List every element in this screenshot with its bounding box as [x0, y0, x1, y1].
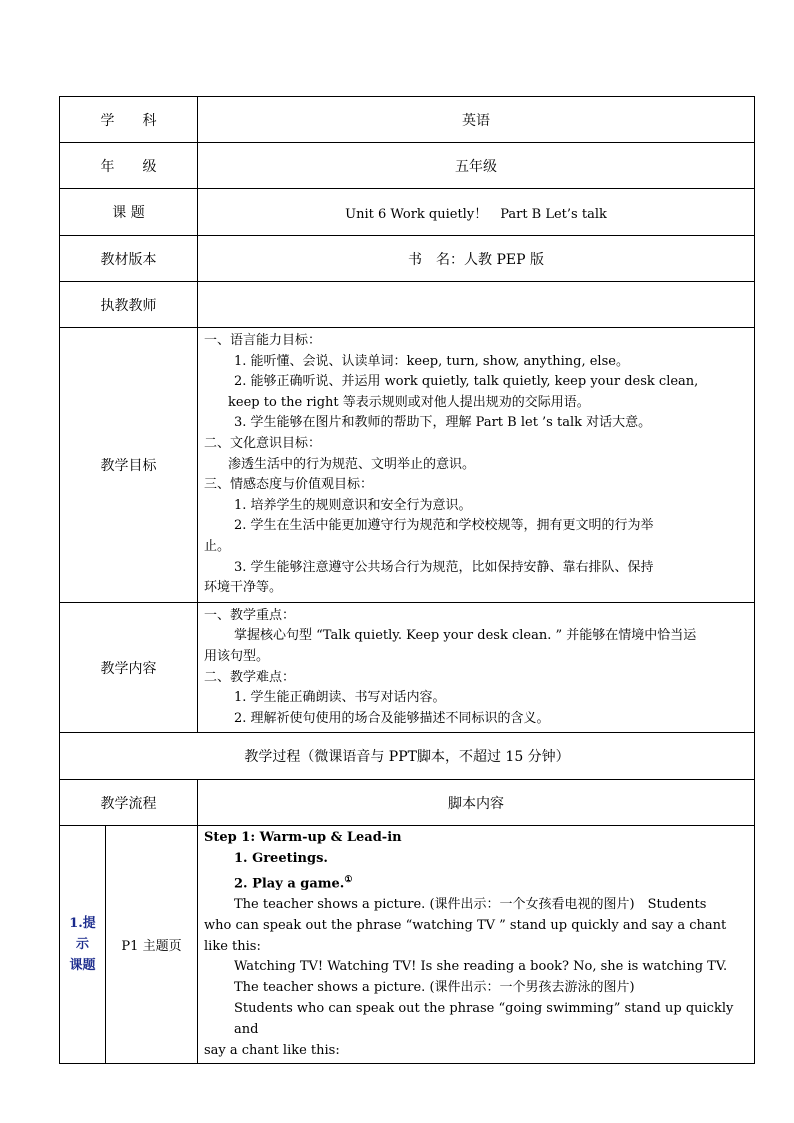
script-line: Watching TV! Watching TV! Is she reading a book? No, she is watching TV.: [234, 959, 728, 975]
process-header: 教学过程（微课语音与 PPT脚本，不超过 15 分钟）: [60, 733, 755, 780]
content-label: 教学内容: [60, 602, 198, 733]
content-line: 2. 理解祈使句使用的场合及能够描述不同标识的含义。: [234, 710, 550, 726]
topic-value: Unit 6 Work quietly！ Part B Let’s talk: [198, 189, 755, 236]
goals-line: 1. 培养学生的规则意识和安全行为意识。: [234, 497, 472, 513]
topic-label: 课 题: [60, 189, 198, 236]
goals-line: 止。: [204, 538, 231, 554]
content-line: 掌握核心句型 “Talk quietly. Keep your desk clean. ” 并能够在情境中恰当运: [234, 628, 697, 644]
script-line: The teacher shows a picture. (课件出示：一个男孩去游泳的图片): [234, 980, 635, 996]
row-edition: [60, 236, 755, 282]
goals-line: 1. 能听懂、会说、认读单词：keep, turn, show, anything, else。: [234, 353, 629, 369]
row-process-header: [60, 733, 755, 780]
content-text: [198, 602, 755, 733]
goals-line: 三、情感态度与价值观目标：: [204, 477, 374, 493]
row-topic: [60, 189, 755, 236]
step-name-line: 示: [75, 937, 89, 953]
script-line-text: 2. Play a game.: [234, 876, 345, 892]
content-line: 用该句型。: [204, 648, 270, 664]
goals-line: 环境干净等。: [204, 580, 283, 596]
step-name-line: 课题: [69, 958, 96, 974]
row-goals: [60, 328, 755, 603]
script-line: Step 1: Warm-up & Lead-in: [204, 830, 402, 846]
row-step1: [60, 826, 755, 1064]
content-line: 1. 学生能正确朗读、书写对话内容。: [234, 690, 446, 706]
edition-value: 书 名：人教 PEP 版: [198, 236, 755, 282]
step-name-line: 1.提: [69, 916, 96, 932]
flow-label: 教学流程: [60, 780, 198, 826]
step-name: [60, 826, 106, 1064]
step-page: P1 主题页: [106, 826, 198, 1064]
goals-line: 一、语言能力目标：: [204, 333, 322, 348]
script-line: [204, 870, 746, 895]
script-line: 1. Greetings.: [234, 851, 328, 867]
lesson-plan-table: [59, 96, 755, 1064]
goals-line: 渗透生活中的行为规范、文明举止的意识。: [228, 456, 476, 472]
subject-value: 英语: [198, 97, 755, 143]
script-line: say a chant like this:: [204, 1042, 340, 1058]
grade-label: 年 级: [60, 143, 198, 189]
script-label: 脚本内容: [198, 780, 755, 826]
goals-line: 2. 学生在生活中能更加遵守行为规范和学校校规等，拥有更文明的行为举: [234, 518, 654, 534]
grade-value: 五年级: [198, 143, 755, 189]
content-line: 二、教学难点：: [204, 669, 296, 685]
script-line: who can speak out the phrase “watching TV ” stand up quickly and say a chant: [204, 917, 727, 933]
row-subject: [60, 97, 755, 143]
row-content: [60, 602, 755, 733]
row-flow: [60, 780, 755, 826]
content-line: 一、教学重点：: [204, 607, 296, 623]
goals-line: 二、文化意识目标：: [204, 435, 322, 451]
edition-label: 教材版本: [60, 236, 198, 282]
goals-line: 3. 学生能够注意遵守公共场合行为规范，比如保持安静、靠右排队、保持: [234, 559, 654, 575]
footnote-mark: ①: [344, 874, 353, 885]
script-line: Students who can speak out the phrase “going swimming” stand up quickly and: [234, 1000, 734, 1037]
subject-label: 学 科: [60, 97, 198, 143]
teacher-label: 执教教师: [60, 282, 198, 328]
goals-line: 2. 能够正确听说、并运用 work quietly, talk quietly, keep your desk clean,: [234, 374, 699, 390]
row-teacher: [60, 282, 755, 328]
goals-text: [198, 328, 755, 603]
goals-line: keep to the right 等表示规则或对他人提出规劝的交际用语。: [228, 394, 590, 410]
row-grade: [60, 143, 755, 189]
script-line: The teacher shows a picture. (课件出示：一个女孩看电视的图片) Students: [234, 897, 707, 912]
goals-line: 3. 学生能够在图片和教师的帮助下，理解 Part B let ’s talk 对话大意。: [234, 415, 652, 431]
goals-label: 教学目标: [60, 328, 198, 603]
script-line: like this:: [204, 938, 261, 954]
teacher-value: [198, 282, 755, 328]
step-script: [198, 826, 755, 1064]
